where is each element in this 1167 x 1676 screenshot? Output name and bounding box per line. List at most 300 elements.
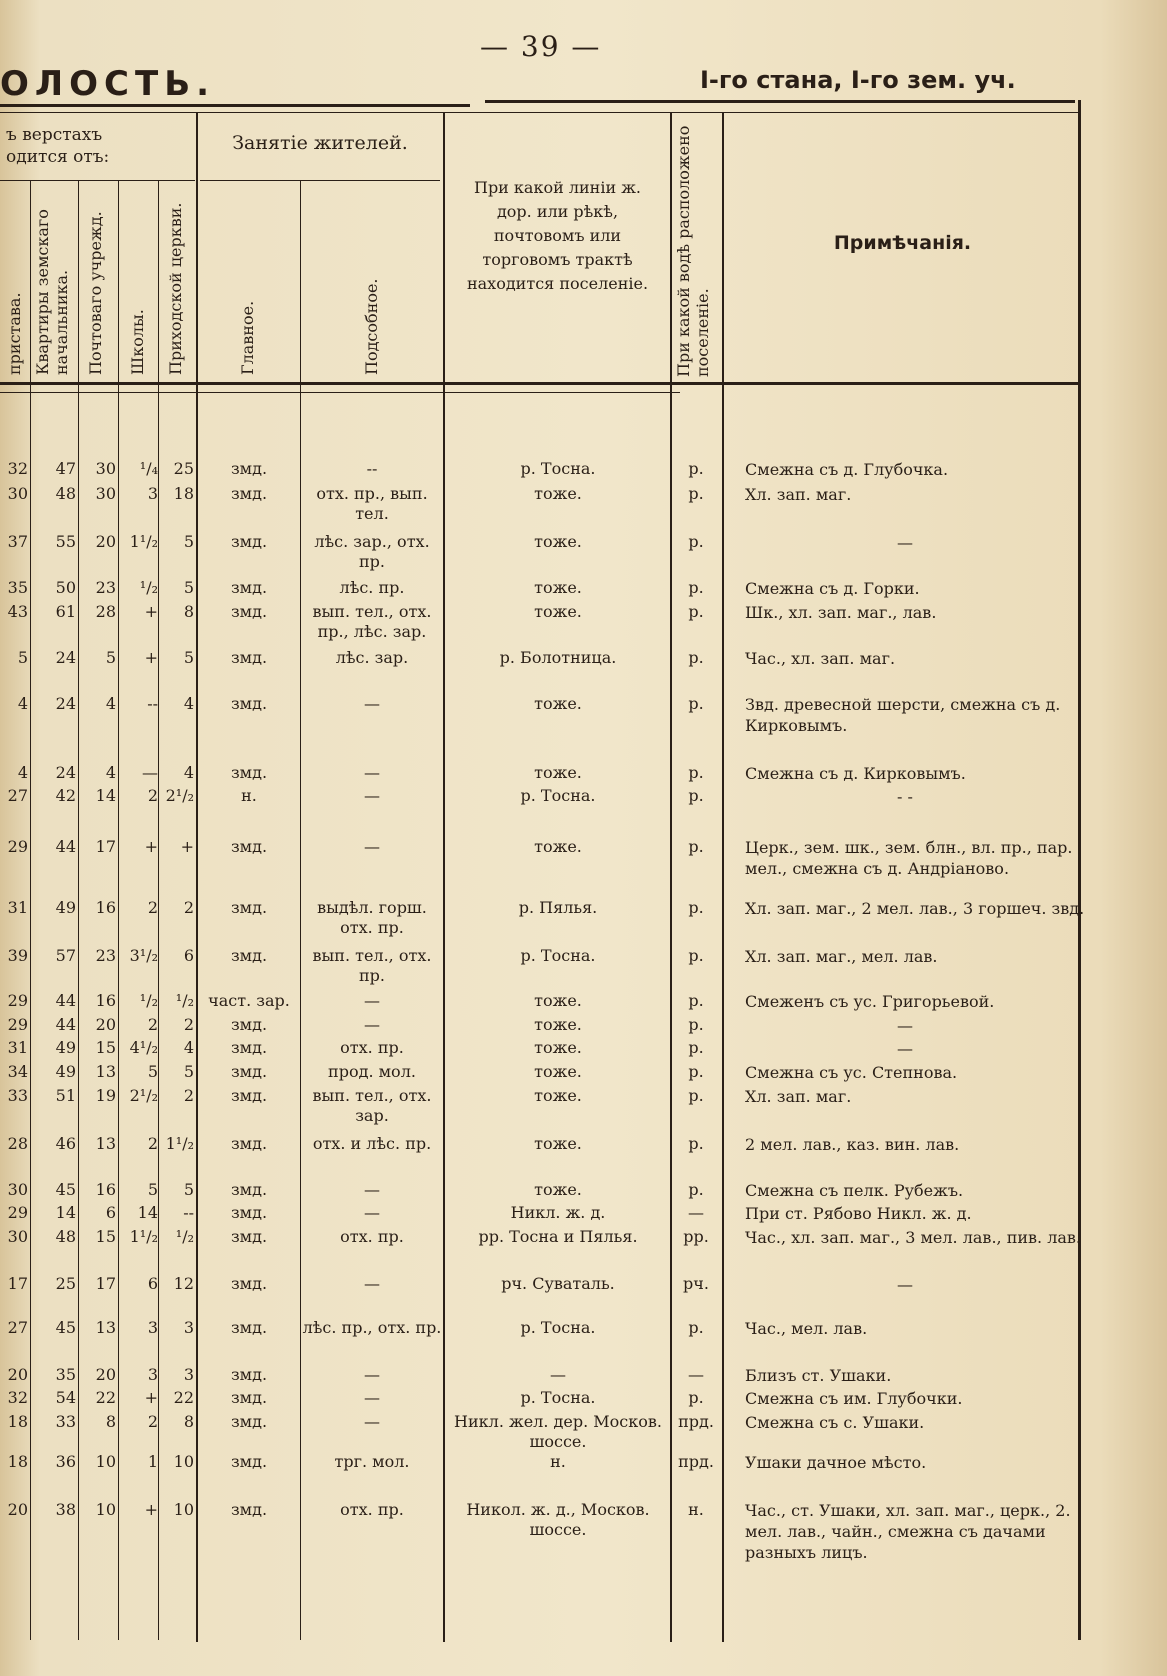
table-cell-water: р. [688, 459, 704, 478]
table-cell-ch: 3 [183, 1318, 194, 1337]
table-cell-z: 45 [55, 1180, 76, 1199]
table-cell-main: змд. [230, 1086, 268, 1105]
table-cell-line: Никл. жел. дер. Москов. шоссе. [454, 1412, 662, 1451]
table-cell-post: 20 [95, 532, 116, 551]
table-cell-water: р. [688, 1086, 704, 1105]
table-cell-ch: 5 [183, 578, 194, 597]
table-cell-z: 24 [55, 694, 76, 713]
table-cell-main: змд. [230, 837, 268, 856]
table-cell-sch: 2¹/₂ [129, 1086, 158, 1105]
table-cell-z: 61 [55, 602, 76, 621]
table-cell-note: Смежна съ им. Глубочки. [745, 1389, 963, 1408]
table-cell-note: Звд. древесной шерсти, смежна съ д. Кирковымъ. [745, 695, 1061, 735]
table-cell-main: змд. [230, 1015, 268, 1034]
table-cell-z: 48 [55, 484, 76, 503]
table-cell-note: Смежна съ пелк. Рубежъ. [745, 1181, 964, 1200]
table-cell-post: 22 [95, 1388, 116, 1407]
table-cell-note: Близъ ст. Ушаки. [745, 1366, 892, 1385]
table-cell-p: 35 [7, 578, 28, 597]
table-cell-main: змд. [230, 898, 268, 917]
table-cell-p: 27 [7, 786, 28, 805]
table-cell-p: 27 [7, 1318, 28, 1337]
table-cell-main: змд. [230, 484, 268, 503]
table-cell-note: Хл. зап. маг. [745, 1087, 852, 1106]
table-cell-sch: 3 [147, 1365, 158, 1384]
table-cell-main: змд. [230, 694, 268, 713]
table-cell-water: р. [688, 648, 704, 667]
table-cell-main: змд. [230, 763, 268, 782]
table-cell-sch: 3 [147, 1318, 158, 1337]
table-cell-line: тоже. [534, 991, 582, 1010]
table-cell-aux: выдѣл. горш. отх. пр. [317, 898, 427, 937]
table-cell-post: 17 [95, 1274, 116, 1293]
table-cell-aux: — [364, 786, 380, 805]
table-cell-line: р. Болотница. [499, 648, 617, 667]
table-cell-note: — [897, 533, 913, 552]
table-cell-line: тоже. [534, 1134, 582, 1153]
table-cell-note: Хл. зап. маг., 2 мел. лав., 3 горшеч. звд. [745, 899, 1085, 918]
table-cell-post: 10 [95, 1452, 116, 1471]
table-cell-ch: 4 [183, 694, 194, 713]
table-cell-sch: 5 [147, 1062, 158, 1081]
table-cell-ch: ¹/₂ [175, 1227, 194, 1246]
table-cell-water: р. [688, 1062, 704, 1081]
table-cell-ch: 8 [183, 1412, 194, 1431]
table-cell-aux: — [364, 1388, 380, 1407]
table-cell-p: 29 [7, 1203, 28, 1222]
table-cell-ch: 8 [183, 602, 194, 621]
table-cell-water: р. [688, 484, 704, 503]
table-cell-z: 38 [55, 1500, 76, 1519]
table-cell-water: р. [688, 532, 704, 551]
table-cell-water: прд. [678, 1412, 714, 1431]
table-cell-line: тоже. [534, 484, 582, 503]
table-cell-z: 42 [55, 786, 76, 805]
table-cell-post: 10 [95, 1500, 116, 1519]
table-cell-main: змд. [230, 1318, 268, 1337]
table-cell-ch: -- [183, 1203, 194, 1222]
col-line [443, 112, 445, 1642]
table-cell-aux: — [364, 1015, 380, 1034]
table-cell-note: Церк., зем. шк., зем. блн., вл. пр., пар. мел., смежна съ д. Андріаново. [745, 838, 1073, 878]
table-cell-p: 30 [7, 484, 28, 503]
table-cell-note: - - [897, 787, 913, 806]
table-cell-post: 19 [95, 1086, 116, 1105]
table-cell-sch: ¹/₂ [139, 991, 158, 1010]
table-cell-main: змд. [230, 1274, 268, 1293]
table-cell-aux: лѣс. зар., отх. пр. [314, 532, 430, 571]
table-cell-sch: ¹/₄ [139, 459, 158, 478]
table-cell-p: 4 [17, 694, 28, 713]
top-rule-thin [0, 112, 1080, 113]
table-cell-note: Смежна съ д. Горки. [745, 579, 920, 598]
table-cell-post: 20 [95, 1015, 116, 1034]
table-cell-water: р. [688, 763, 704, 782]
table-cell-post: 8 [105, 1412, 116, 1431]
table-cell-aux: отх. пр. [340, 1227, 404, 1246]
table-cell-p: 29 [7, 991, 28, 1010]
header-line: При какой линіи ж. дор. или рѣкѣ, почтовомъ или торговомъ трактѣ находится поселеніе. [466, 178, 649, 293]
table-cell-line: тоже. [534, 763, 582, 782]
table-cell-aux: — [364, 694, 380, 713]
table-cell-ch: 4 [183, 763, 194, 782]
table-cell-water: рч. [683, 1274, 709, 1293]
table-cell-aux: прод. мол. [328, 1062, 416, 1081]
table-cell-sch: 2 [147, 1412, 158, 1431]
table-cell-water: р. [688, 578, 704, 597]
table-cell-note: Смежна съ д. Глубочка. [745, 460, 949, 479]
table-cell-note: Час., хл. зап. маг., 3 мел. лав., пив. лав. [745, 1228, 1081, 1247]
table-cell-ch: 1¹/₂ [165, 1134, 194, 1153]
header-school: Школы. [128, 309, 147, 375]
table-cell-main: змд. [230, 1388, 268, 1407]
table-cell-p: 18 [7, 1452, 28, 1471]
table-cell-line: тоже. [534, 602, 582, 621]
table-cell-main: част. зар. [208, 991, 290, 1010]
table-cell-z: 49 [55, 1062, 76, 1081]
table-cell-z: 48 [55, 1227, 76, 1246]
table-cell-post: 4 [105, 694, 116, 713]
table-cell-aux: — [364, 991, 380, 1010]
table-cell-note: Смеженъ съ ус. Григорьевой. [745, 992, 995, 1011]
table-cell-main: змд. [230, 532, 268, 551]
header-bottom-rule [0, 382, 1080, 385]
table-cell-water: р. [688, 694, 704, 713]
table-cell-post: 16 [95, 898, 116, 917]
table-cell-z: 50 [55, 578, 76, 597]
table-cell-main: змд. [230, 1180, 268, 1199]
table-cell-ch: 10 [173, 1500, 194, 1519]
table-cell-post: 17 [95, 837, 116, 856]
table-cell-sch: + [144, 648, 158, 667]
table-cell-water: р. [688, 991, 704, 1010]
table-cell-z: 44 [55, 837, 76, 856]
table-cell-ch: + [180, 837, 194, 856]
table-cell-z: 54 [55, 1388, 76, 1407]
table-cell-sch: 5 [147, 1180, 158, 1199]
table-cell-post: 16 [95, 991, 116, 1010]
table-cell-note: Хл. зап. маг., мел. лав. [745, 947, 938, 966]
table-cell-post: 13 [95, 1134, 116, 1153]
table-cell-main: змд. [230, 648, 268, 667]
table-cell-sch: ¹/₂ [139, 578, 158, 597]
table-cell-z: 49 [55, 898, 76, 917]
table-cell-main: змд. [230, 1038, 268, 1057]
header-water: При какой водѣ расположено поселеніе. [674, 125, 712, 377]
table-cell-note: Шк., хл. зап. маг., лав. [745, 603, 937, 622]
table-cell-post: 15 [95, 1227, 116, 1246]
table-cell-water: р. [688, 946, 704, 965]
page-header-left: ОЛОСТЬ. [0, 64, 216, 104]
table-cell-ch: 10 [173, 1452, 194, 1471]
table-cell-z: 35 [55, 1365, 76, 1384]
table-cell-p: 20 [7, 1500, 28, 1519]
table-cell-line: тоже. [534, 578, 582, 597]
table-cell-p: 18 [7, 1412, 28, 1431]
table-cell-main: змд. [230, 1412, 268, 1431]
table-cell-aux: -- [366, 459, 378, 478]
table-cell-water: р. [688, 898, 704, 917]
table-cell-sch: 2 [147, 1015, 158, 1034]
table-cell-note: 2 мел. лав., каз. вин. лав. [745, 1135, 960, 1154]
table-cell-ch: 2 [183, 1086, 194, 1105]
table-cell-p: 17 [7, 1274, 28, 1293]
table-cell-line: н. [550, 1452, 566, 1471]
table-cell-note: Час., мел. лав. [745, 1319, 868, 1338]
table-cell-p: 20 [7, 1365, 28, 1384]
header-main: Главное. [238, 300, 257, 375]
table-cell-z: 49 [55, 1038, 76, 1057]
table-cell-water: р. [688, 1134, 704, 1153]
table-cell-p: 29 [7, 1015, 28, 1034]
table-cell-z: 24 [55, 763, 76, 782]
table-cell-aux: вып. тел., отх. зар. [312, 1086, 432, 1125]
table-cell-ch: 5 [183, 1180, 194, 1199]
table-cell-post: 4 [105, 763, 116, 782]
table-cell-sch: 3¹/₂ [129, 946, 158, 965]
table-cell-note: Час., хл. зап. маг. [745, 649, 896, 668]
table-cell-post: 30 [95, 459, 116, 478]
table-cell-note: Смежна съ ус. Степнова. [745, 1063, 958, 1082]
table-cell-note: Смежна съ с. Ушаки. [745, 1413, 925, 1432]
table-cell-p: 39 [7, 946, 28, 965]
table-cell-main: змд. [230, 1227, 268, 1246]
table-cell-aux: отх. пр., вып. тел. [316, 484, 428, 523]
table-cell-post: 5 [105, 648, 116, 667]
table-cell-sch: + [144, 1388, 158, 1407]
table-cell-line: р. Тосна. [520, 946, 596, 965]
table-cell-post: 6 [105, 1203, 116, 1222]
table-cell-main: змд. [230, 1500, 268, 1519]
header-pristav: пристава. [5, 292, 24, 375]
table-cell-note: Ушаки дачное мѣсто. [745, 1453, 927, 1472]
table-cell-sch: 3 [147, 484, 158, 503]
header-zemsky: Квартиры земскаго начальника. [33, 209, 71, 375]
table-cell-p: 30 [7, 1227, 28, 1246]
table-cell-sch: 4¹/₂ [129, 1038, 158, 1057]
table-cell-z: 57 [55, 946, 76, 965]
table-cell-ch: 5 [183, 648, 194, 667]
col-line [118, 180, 119, 1640]
table-cell-sch: 2 [147, 786, 158, 805]
table-cell-sch: 2 [147, 1134, 158, 1153]
table-cell-water: рр. [683, 1227, 709, 1246]
table-cell-line: Никл. ж. д. [510, 1203, 606, 1222]
table-cell-ch: 2 [183, 898, 194, 917]
table-cell-aux: лѣс. зар. [335, 648, 409, 667]
table-cell-ch: 6 [183, 946, 194, 965]
table-cell-ch: 4 [183, 1038, 194, 1057]
table-cell-note: При ст. Рябово Никл. ж. д. [745, 1204, 972, 1223]
table-cell-z: 51 [55, 1086, 76, 1105]
table-cell-sch: + [144, 1500, 158, 1519]
col-line [300, 180, 301, 1640]
table-cell-note: — [897, 1016, 913, 1035]
table-cell-p: 30 [7, 1180, 28, 1199]
table-cell-z: 45 [55, 1318, 76, 1337]
table-cell-aux: отх. пр. [340, 1500, 404, 1519]
table-cell-ch: 3 [183, 1365, 194, 1384]
table-cell-sch: 14 [137, 1203, 158, 1222]
table-cell-line: р. Тосна. [520, 786, 596, 805]
top-rule-left [0, 104, 470, 107]
table-cell-p: 32 [7, 459, 28, 478]
table-cell-water: — [688, 1203, 704, 1222]
table-cell-aux: отх. пр. [340, 1038, 404, 1057]
table-cell-z: 44 [55, 1015, 76, 1034]
table-cell-p: 37 [7, 532, 28, 551]
header-post: Почтоваго учрежд. [86, 211, 105, 375]
table-cell-note: Хл. зап. маг. [745, 485, 852, 504]
table-cell-line: тоже. [534, 1086, 582, 1105]
table-cell-post: 23 [95, 946, 116, 965]
table-cell-main: змд. [230, 1062, 268, 1081]
table-cell-p: 29 [7, 837, 28, 856]
table-cell-water: прд. [678, 1452, 714, 1471]
table-cell-aux: отх. и лѣс. пр. [312, 1134, 432, 1153]
table-cell-main: змд. [230, 578, 268, 597]
table-cell-water: р. [688, 1318, 704, 1337]
table-cell-water: р. [688, 1015, 704, 1034]
table-cell-note: — [897, 1275, 913, 1294]
table-cell-post: 13 [95, 1318, 116, 1337]
table-cell-line: тоже. [534, 1015, 582, 1034]
table-cell-ch: 5 [183, 1062, 194, 1081]
table-cell-sch: -- [147, 694, 158, 713]
header-aux: Подсобное. [362, 278, 381, 375]
table-cell-post: 23 [95, 578, 116, 597]
table-cell-line: рр. Тосна и Пялья. [478, 1227, 638, 1246]
table-cell-aux: — [364, 1180, 380, 1199]
occupation-group-rule [200, 180, 440, 181]
table-cell-aux: лѣс. пр., отх. пр. [302, 1318, 442, 1337]
table-cell-line: — [550, 1365, 566, 1384]
table-cell-main: змд. [230, 1365, 268, 1384]
table-cell-main: змд. [230, 1203, 268, 1222]
table-cell-note: — [897, 1039, 913, 1058]
table-cell-sch: 1¹/₂ [129, 1227, 158, 1246]
table-cell-note: Смежна съ д. Кирковымъ. [745, 764, 966, 783]
table-cell-main: змд. [230, 602, 268, 621]
table-cell-sch: + [144, 602, 158, 621]
table-cell-z: 36 [55, 1452, 76, 1471]
table-cell-ch: 5 [183, 532, 194, 551]
table-cell-p: 43 [7, 602, 28, 621]
table-cell-sch: 6 [147, 1274, 158, 1293]
table-cell-z: 47 [55, 459, 76, 478]
table-cell-aux: — [364, 1203, 380, 1222]
col-line [78, 180, 79, 1640]
table-cell-aux: — [364, 1412, 380, 1431]
table-cell-water: н. [688, 1500, 704, 1519]
page-header-right: I-го стана, I-го зем. уч. [700, 66, 1016, 94]
table-cell-z: 24 [55, 648, 76, 667]
table-cell-line: тоже. [534, 837, 582, 856]
table-cell-aux: вып. тел., отх. пр., лѣс. зар. [312, 602, 432, 641]
table-cell-z: 44 [55, 991, 76, 1010]
occupation-group-header: Занятіе жителей. [232, 132, 408, 154]
table-cell-p: 31 [7, 1038, 28, 1057]
table-cell-p: 28 [7, 1134, 28, 1153]
table-cell-main: н. [241, 786, 257, 805]
table-cell-line: тоже. [534, 532, 582, 551]
table-cell-water: р. [688, 786, 704, 805]
table-cell-aux: — [364, 1365, 380, 1384]
table-cell-line: тоже. [534, 1038, 582, 1057]
table-cell-aux: трг. мол. [334, 1452, 410, 1471]
table-cell-ch: ¹/₂ [175, 991, 194, 1010]
table-cell-p: 5 [17, 648, 28, 667]
table-cell-sch: 1 [147, 1452, 158, 1471]
page-number: — 39 — [480, 30, 602, 63]
table-cell-p: 4 [17, 763, 28, 782]
table-cell-water: р. [688, 837, 704, 856]
header-church: Приходской церкви. [166, 202, 185, 375]
table-cell-sch: + [144, 837, 158, 856]
col-line [722, 112, 724, 1642]
table-cell-post: 14 [95, 786, 116, 805]
table-cell-water: р. [688, 1388, 704, 1407]
table-cell-post: 16 [95, 1180, 116, 1199]
table-cell-aux: — [364, 837, 380, 856]
table-cell-main: змд. [230, 1452, 268, 1471]
table-cell-line: тоже. [534, 694, 582, 713]
table-cell-line: р. Тосна. [520, 1388, 596, 1407]
table-cell-z: 25 [55, 1274, 76, 1293]
table-cell-water: р. [688, 1180, 704, 1199]
table-cell-water: р. [688, 602, 704, 621]
table-cell-note: Час., ст. Ушаки, хл. зап. маг., церк., 2. мел. лав., чайн., смежна съ дачами разныхъ лицъ. [745, 1501, 1071, 1562]
table-cell-line: тоже. [534, 1062, 582, 1081]
table-cell-p: 31 [7, 898, 28, 917]
col-line [196, 112, 198, 1642]
table-cell-main: змд. [230, 946, 268, 965]
table-cell-ch: 22 [173, 1388, 194, 1407]
table-cell-post: 20 [95, 1365, 116, 1384]
table-cell-post: 15 [95, 1038, 116, 1057]
table-cell-p: 32 [7, 1388, 28, 1407]
header-bottom-rule-thin [0, 392, 680, 393]
table-cell-post: 13 [95, 1062, 116, 1081]
table-cell-ch: 25 [173, 459, 194, 478]
table-cell-sch: 2 [147, 898, 158, 917]
top-rule-right [485, 100, 1075, 103]
col-line [158, 180, 159, 1640]
table-cell-ch: 2 [183, 1015, 194, 1034]
table-cell-z: 33 [55, 1412, 76, 1431]
table-cell-water: — [688, 1365, 704, 1384]
table-cell-line: р. Тосна. [520, 459, 596, 478]
table-cell-water: р. [688, 1038, 704, 1057]
table-cell-z: 14 [55, 1203, 76, 1222]
table-cell-aux: лѣс. пр. [339, 578, 405, 597]
table-cell-ch: 18 [173, 484, 194, 503]
table-cell-line: Никол. ж. д., Москов. шоссе. [466, 1500, 650, 1539]
table-cell-line: р. Пялья. [518, 898, 598, 917]
table-cell-z: 55 [55, 532, 76, 551]
table-cell-line: тоже. [534, 1180, 582, 1199]
table-cell-line: рч. Суваталь. [501, 1274, 615, 1293]
table-cell-p: 34 [7, 1062, 28, 1081]
table-cell-ch: 12 [173, 1274, 194, 1293]
table-cell-ch: 2¹/₂ [165, 786, 194, 805]
table-cell-main: змд. [230, 1134, 268, 1153]
table-cell-aux: вып. тел., отх. пр. [312, 946, 432, 985]
table-cell-aux: — [364, 1274, 380, 1293]
table-cell-post: 30 [95, 484, 116, 503]
table-cell-main: змд. [230, 459, 268, 478]
distance-group-header: ъ верстахъ одится отъ: [6, 125, 110, 167]
